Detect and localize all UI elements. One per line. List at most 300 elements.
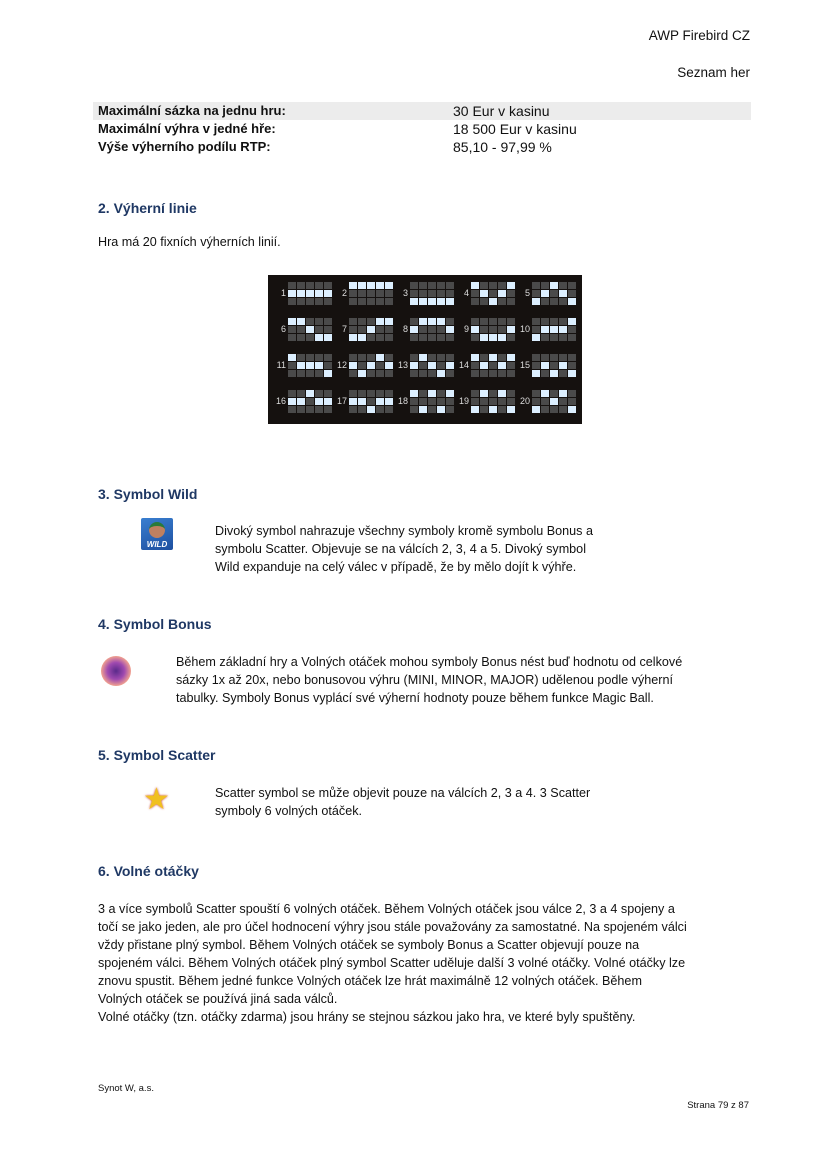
payline-cell bbox=[437, 406, 445, 413]
payline-cell bbox=[480, 354, 488, 361]
payline-cell bbox=[297, 290, 305, 297]
payline-number: 15 bbox=[519, 360, 530, 370]
payline-cell bbox=[498, 298, 506, 305]
payline-cell bbox=[498, 334, 506, 341]
payline-cell bbox=[349, 282, 357, 289]
payline-cell bbox=[297, 362, 305, 369]
payline-cell bbox=[385, 298, 393, 305]
payline-cell bbox=[498, 318, 506, 325]
payline-cell bbox=[324, 318, 332, 325]
payline-cell bbox=[446, 354, 454, 361]
payline-cell bbox=[297, 282, 305, 289]
payline-cell bbox=[541, 398, 549, 405]
payline-cell bbox=[446, 398, 454, 405]
payline-cell bbox=[428, 406, 436, 413]
payline-cell bbox=[428, 354, 436, 361]
wild-description bbox=[215, 522, 593, 576]
payline-cell bbox=[410, 370, 418, 377]
payline-cell bbox=[306, 282, 314, 289]
payline-number: 11 bbox=[276, 360, 286, 370]
payline-cell bbox=[419, 370, 427, 377]
text-line: Wild expanduje na celý válec v případě, že by mělo dojít k výhře. bbox=[215, 560, 577, 574]
payline-cell bbox=[446, 326, 454, 333]
payline-number: 6 bbox=[280, 324, 286, 334]
scatter-star-icon: ★ bbox=[143, 783, 170, 816]
payline-number: 8 bbox=[402, 324, 408, 334]
payline-cell bbox=[568, 354, 576, 361]
payline-cell bbox=[498, 282, 506, 289]
payline-cell bbox=[315, 290, 323, 297]
payline-number: 18 bbox=[397, 396, 408, 406]
payline-cell bbox=[541, 282, 549, 289]
payline-cell bbox=[437, 362, 445, 369]
payline-cell bbox=[489, 282, 497, 289]
payline-cell bbox=[367, 390, 375, 397]
payline-cell bbox=[559, 406, 567, 413]
payline-cell bbox=[367, 290, 375, 297]
payline-cell bbox=[419, 282, 427, 289]
payline-cell bbox=[498, 406, 506, 413]
payline-cell bbox=[358, 318, 366, 325]
payline-cell bbox=[358, 398, 366, 405]
payline-cell bbox=[532, 298, 540, 305]
payline-cell bbox=[306, 298, 314, 305]
payline-cell bbox=[315, 390, 323, 397]
payline-cell bbox=[376, 318, 384, 325]
payline-cell bbox=[541, 318, 549, 325]
payline-cell bbox=[376, 326, 384, 333]
payline-cell bbox=[428, 318, 436, 325]
text-line: sázky 1x až 20x, nebo bonusovou výhru (MINI, MINOR, MAJOR) udělenou podle výherní bbox=[176, 673, 673, 687]
wild-icon-label: WILD bbox=[146, 540, 168, 549]
payline-cell bbox=[471, 318, 479, 325]
payline-cell bbox=[428, 282, 436, 289]
payline-cell bbox=[385, 318, 393, 325]
payline-cell bbox=[315, 362, 323, 369]
payline-cell bbox=[349, 290, 357, 297]
payline-cell bbox=[376, 354, 384, 361]
payline-cell bbox=[559, 318, 567, 325]
payline-6 bbox=[274, 316, 330, 344]
payline-7 bbox=[335, 316, 391, 344]
payline-cell bbox=[410, 406, 418, 413]
payline-cell bbox=[437, 290, 445, 297]
payline-17 bbox=[335, 388, 391, 416]
payline-cell bbox=[297, 354, 305, 361]
payline-cell bbox=[507, 282, 515, 289]
payline-cell bbox=[306, 318, 314, 325]
payline-cell bbox=[297, 298, 305, 305]
payline-cell bbox=[288, 298, 296, 305]
payline-cell bbox=[288, 354, 296, 361]
row-label: Výše výherního podílu RTP: bbox=[98, 139, 271, 154]
payline-number: 1 bbox=[280, 288, 286, 298]
paylines-image bbox=[268, 275, 582, 424]
text-line: Volné otáčky (tzn. otáčky zdarma) jsou hrány se stejnou sázkou jako hra, ve které byly spuštěny. bbox=[98, 1010, 636, 1024]
payline-cell bbox=[288, 406, 296, 413]
payline-cell bbox=[480, 326, 488, 333]
payline-cell bbox=[376, 370, 384, 377]
payline-cell bbox=[324, 362, 332, 369]
payline-cell bbox=[498, 354, 506, 361]
payline-cell bbox=[532, 354, 540, 361]
payline-cell bbox=[428, 370, 436, 377]
payline-cell bbox=[532, 334, 540, 341]
payline-cell bbox=[349, 298, 357, 305]
payline-cell bbox=[471, 298, 479, 305]
payline-cell bbox=[410, 290, 418, 297]
payline-10 bbox=[518, 316, 574, 344]
payline-number: 5 bbox=[524, 288, 530, 298]
payline-cell bbox=[410, 298, 418, 305]
payline-cell bbox=[568, 326, 576, 333]
payline-cell bbox=[349, 362, 357, 369]
payline-cell bbox=[349, 318, 357, 325]
payline-cell bbox=[367, 298, 375, 305]
text-line: Divoký symbol nahrazuje všechny symboly kromě symbolu Bonus a bbox=[215, 524, 593, 538]
payline-number: 4 bbox=[463, 288, 469, 298]
payline-cell bbox=[315, 318, 323, 325]
payline-cell bbox=[324, 298, 332, 305]
payline-cell bbox=[349, 390, 357, 397]
table-row bbox=[93, 120, 751, 138]
payline-cell bbox=[550, 390, 558, 397]
payline-cell bbox=[306, 354, 314, 361]
payline-cell bbox=[385, 370, 393, 377]
payline-cell bbox=[288, 326, 296, 333]
payline-cell bbox=[306, 334, 314, 341]
payline-cell bbox=[358, 334, 366, 341]
payline-cell bbox=[385, 354, 393, 361]
payline-cell bbox=[428, 398, 436, 405]
heading-scatter: 5. Symbol Scatter bbox=[98, 747, 216, 763]
payline-13 bbox=[396, 352, 452, 380]
payline-cell bbox=[532, 282, 540, 289]
payline-cell bbox=[367, 406, 375, 413]
payline-cell bbox=[288, 370, 296, 377]
payline-cell bbox=[306, 362, 314, 369]
payline-number: 20 bbox=[519, 396, 530, 406]
payline-cell bbox=[358, 390, 366, 397]
payline-cell bbox=[568, 290, 576, 297]
payline-cell bbox=[568, 398, 576, 405]
payline-cell bbox=[410, 326, 418, 333]
payline-cell bbox=[507, 318, 515, 325]
heading-wild: 3. Symbol Wild bbox=[98, 486, 198, 502]
payline-cell bbox=[498, 362, 506, 369]
payline-cell bbox=[471, 354, 479, 361]
text-line: znovu spustit. Během jedné funkce Volných otáček lze hrát maximálně 12 volných otáček. Během bbox=[98, 974, 642, 988]
row-value: 30 Eur v kasinu bbox=[453, 103, 550, 119]
payline-cell bbox=[541, 370, 549, 377]
payline-cell bbox=[471, 326, 479, 333]
payline-cell bbox=[507, 326, 515, 333]
payline-cell bbox=[297, 398, 305, 405]
row-label: Maximální výhra v jedné hře: bbox=[98, 121, 276, 136]
heading-paylines: 2. Výherní linie bbox=[98, 200, 197, 216]
payline-cell bbox=[367, 398, 375, 405]
payline-cell bbox=[410, 354, 418, 361]
payline-number: 7 bbox=[341, 324, 347, 334]
payline-16 bbox=[274, 388, 330, 416]
payline-cell bbox=[297, 326, 305, 333]
payline-cell bbox=[358, 354, 366, 361]
payline-cell bbox=[419, 318, 427, 325]
payline-cell bbox=[446, 362, 454, 369]
payline-cell bbox=[446, 282, 454, 289]
payline-cell bbox=[358, 406, 366, 413]
payline-cell bbox=[428, 290, 436, 297]
payline-cell bbox=[550, 406, 558, 413]
row-value: 18 500 Eur v kasinu bbox=[453, 121, 577, 137]
payline-cell bbox=[532, 370, 540, 377]
payline-cell bbox=[568, 334, 576, 341]
payline-cell bbox=[498, 326, 506, 333]
payline-cell bbox=[480, 290, 488, 297]
payline-cell bbox=[559, 282, 567, 289]
payline-cell bbox=[498, 390, 506, 397]
payline-cell bbox=[480, 370, 488, 377]
payline-cell bbox=[410, 398, 418, 405]
payline-cell bbox=[568, 362, 576, 369]
text-line: 3 a více symbolů Scatter spouští 6 volných otáček. Během Volných otáček jsou válce 2, 3 a 4 spojeny a bbox=[98, 902, 675, 916]
payline-cell bbox=[446, 390, 454, 397]
payline-cell bbox=[358, 290, 366, 297]
text-line: tabulky. Symboly Bonus vyplácí své výherní hodnoty pouze během funkce Magic Ball. bbox=[176, 691, 654, 705]
payline-cell bbox=[376, 282, 384, 289]
free-spins-description bbox=[98, 900, 687, 1026]
payline-cell bbox=[419, 290, 427, 297]
payline-cell bbox=[489, 318, 497, 325]
payline-cell bbox=[428, 390, 436, 397]
payline-cell bbox=[419, 406, 427, 413]
payline-cell bbox=[410, 282, 418, 289]
payline-cell bbox=[428, 362, 436, 369]
payline-number: 2 bbox=[341, 288, 347, 298]
payline-cell bbox=[541, 334, 549, 341]
payline-cell bbox=[376, 290, 384, 297]
payline-cell bbox=[559, 334, 567, 341]
payline-cell bbox=[541, 406, 549, 413]
payline-cell bbox=[367, 370, 375, 377]
payline-cell bbox=[315, 406, 323, 413]
payline-cell bbox=[297, 318, 305, 325]
payline-cell bbox=[315, 354, 323, 361]
payline-cell bbox=[419, 354, 427, 361]
payline-cell bbox=[385, 390, 393, 397]
payline-cell bbox=[568, 370, 576, 377]
payline-cell bbox=[480, 390, 488, 397]
payline-cell bbox=[507, 334, 515, 341]
payline-cell bbox=[419, 362, 427, 369]
payline-cell bbox=[568, 390, 576, 397]
payline-cell bbox=[489, 390, 497, 397]
payline-cell bbox=[507, 290, 515, 297]
payline-cell bbox=[410, 334, 418, 341]
payline-number: 9 bbox=[463, 324, 469, 334]
payline-cell bbox=[437, 334, 445, 341]
payline-cell bbox=[471, 282, 479, 289]
payline-cell bbox=[358, 282, 366, 289]
payline-cell bbox=[297, 370, 305, 377]
payline-cell bbox=[568, 406, 576, 413]
payline-cell bbox=[550, 298, 558, 305]
payline-cell bbox=[376, 406, 384, 413]
payline-cell bbox=[541, 390, 549, 397]
info-table bbox=[93, 102, 751, 156]
payline-cell bbox=[437, 398, 445, 405]
payline-cell bbox=[498, 370, 506, 377]
payline-number: 12 bbox=[336, 360, 347, 370]
payline-cell bbox=[446, 406, 454, 413]
payline-cell bbox=[480, 318, 488, 325]
payline-cell bbox=[541, 354, 549, 361]
payline-cell bbox=[315, 282, 323, 289]
payline-cell bbox=[428, 326, 436, 333]
payline-cell bbox=[532, 318, 540, 325]
payline-cell bbox=[559, 326, 567, 333]
payline-cell bbox=[550, 354, 558, 361]
payline-cell bbox=[376, 398, 384, 405]
payline-cell bbox=[324, 370, 332, 377]
payline-cell bbox=[541, 290, 549, 297]
payline-cell bbox=[446, 318, 454, 325]
row-label: Maximální sázka na jednu hru: bbox=[98, 103, 286, 118]
payline-cell bbox=[306, 326, 314, 333]
payline-cell bbox=[550, 318, 558, 325]
payline-1 bbox=[274, 280, 330, 308]
payline-number: 19 bbox=[458, 396, 469, 406]
table-row bbox=[93, 138, 751, 156]
payline-cell bbox=[315, 398, 323, 405]
payline-cell bbox=[358, 326, 366, 333]
payline-cell bbox=[471, 362, 479, 369]
payline-cell bbox=[568, 282, 576, 289]
payline-cell bbox=[532, 398, 540, 405]
payline-4 bbox=[457, 280, 513, 308]
payline-cell bbox=[288, 318, 296, 325]
payline-cell bbox=[385, 282, 393, 289]
payline-cell bbox=[471, 334, 479, 341]
payline-cell bbox=[550, 362, 558, 369]
payline-cell bbox=[419, 398, 427, 405]
payline-cell bbox=[410, 390, 418, 397]
payline-11 bbox=[274, 352, 330, 380]
payline-cell bbox=[471, 390, 479, 397]
payline-cell bbox=[349, 334, 357, 341]
payline-cell bbox=[559, 354, 567, 361]
payline-cell bbox=[324, 334, 332, 341]
payline-cell bbox=[297, 390, 305, 397]
payline-cell bbox=[532, 290, 540, 297]
payline-cell bbox=[437, 354, 445, 361]
payline-cell bbox=[489, 362, 497, 369]
payline-cell bbox=[437, 282, 445, 289]
payline-3 bbox=[396, 280, 452, 308]
document-subtitle: Seznam her bbox=[677, 65, 750, 80]
payline-cell bbox=[437, 370, 445, 377]
payline-cell bbox=[385, 290, 393, 297]
payline-cell bbox=[507, 362, 515, 369]
payline-cell bbox=[385, 406, 393, 413]
payline-cell bbox=[446, 290, 454, 297]
payline-cell bbox=[507, 354, 515, 361]
payline-cell bbox=[367, 282, 375, 289]
payline-15 bbox=[518, 352, 574, 380]
payline-cell bbox=[471, 406, 479, 413]
payline-19 bbox=[457, 388, 513, 416]
text-line: symboly 6 volných otáček. bbox=[215, 804, 362, 818]
payline-cell bbox=[532, 406, 540, 413]
payline-cell bbox=[376, 362, 384, 369]
payline-cell bbox=[428, 334, 436, 341]
payline-cell bbox=[480, 406, 488, 413]
payline-cell bbox=[446, 370, 454, 377]
payline-cell bbox=[550, 334, 558, 341]
payline-cell bbox=[480, 282, 488, 289]
payline-9 bbox=[457, 316, 513, 344]
payline-cell bbox=[324, 354, 332, 361]
payline-cell bbox=[376, 390, 384, 397]
payline-cell bbox=[367, 354, 375, 361]
payline-cell bbox=[306, 290, 314, 297]
heading-bonus: 4. Symbol Bonus bbox=[98, 616, 212, 632]
payline-cell bbox=[410, 318, 418, 325]
payline-2 bbox=[335, 280, 391, 308]
text-line: vždy přistane plný symbol. Během Volných otáček se symboly Bonus a Scatter objevují pouze na bbox=[98, 938, 640, 952]
payline-cell bbox=[446, 334, 454, 341]
payline-cell bbox=[437, 390, 445, 397]
payline-cell bbox=[410, 362, 418, 369]
payline-number: 14 bbox=[458, 360, 469, 370]
payline-cell bbox=[306, 406, 314, 413]
payline-cell bbox=[498, 398, 506, 405]
payline-cell bbox=[315, 370, 323, 377]
payline-14 bbox=[457, 352, 513, 380]
payline-cell bbox=[559, 362, 567, 369]
payline-cell bbox=[385, 326, 393, 333]
payline-cell bbox=[367, 362, 375, 369]
payline-cell bbox=[288, 290, 296, 297]
text-line: točí se jako jeden, ale pro účel hodnocení výhry jsou stále považovány za samostatné. Na spojeném válci bbox=[98, 920, 687, 934]
payline-cell bbox=[489, 290, 497, 297]
text-line: symbolu Scatter. Objevuje se na válcích 2, 3, 4 a 5. Divoký symbol bbox=[215, 542, 586, 556]
payline-cell bbox=[419, 326, 427, 333]
payline-number: 10 bbox=[519, 324, 530, 334]
payline-cell bbox=[376, 334, 384, 341]
payline-number: 16 bbox=[275, 396, 286, 406]
text-line: spojeném válci. Během Volných otáček plný symbol Scatter uděluje další 3 volné otáčky. Volné otáčky lze bbox=[98, 956, 686, 970]
payline-cell bbox=[559, 390, 567, 397]
payline-cell bbox=[541, 362, 549, 369]
payline-cell bbox=[507, 398, 515, 405]
payline-cell bbox=[489, 334, 497, 341]
payline-cell bbox=[559, 398, 567, 405]
payline-cell bbox=[385, 398, 393, 405]
payline-cell bbox=[550, 290, 558, 297]
payline-cell bbox=[288, 362, 296, 369]
payline-cell bbox=[315, 298, 323, 305]
text-line: Scatter symbol se může objevit pouze na válcích 2, 3 a 4. 3 Scatter bbox=[215, 786, 591, 800]
payline-cell bbox=[306, 398, 314, 405]
payline-cell bbox=[324, 390, 332, 397]
payline-cell bbox=[385, 334, 393, 341]
payline-cell bbox=[489, 406, 497, 413]
payline-cell bbox=[559, 290, 567, 297]
payline-cell bbox=[541, 326, 549, 333]
payline-number: 13 bbox=[397, 360, 408, 370]
payline-cell bbox=[428, 298, 436, 305]
